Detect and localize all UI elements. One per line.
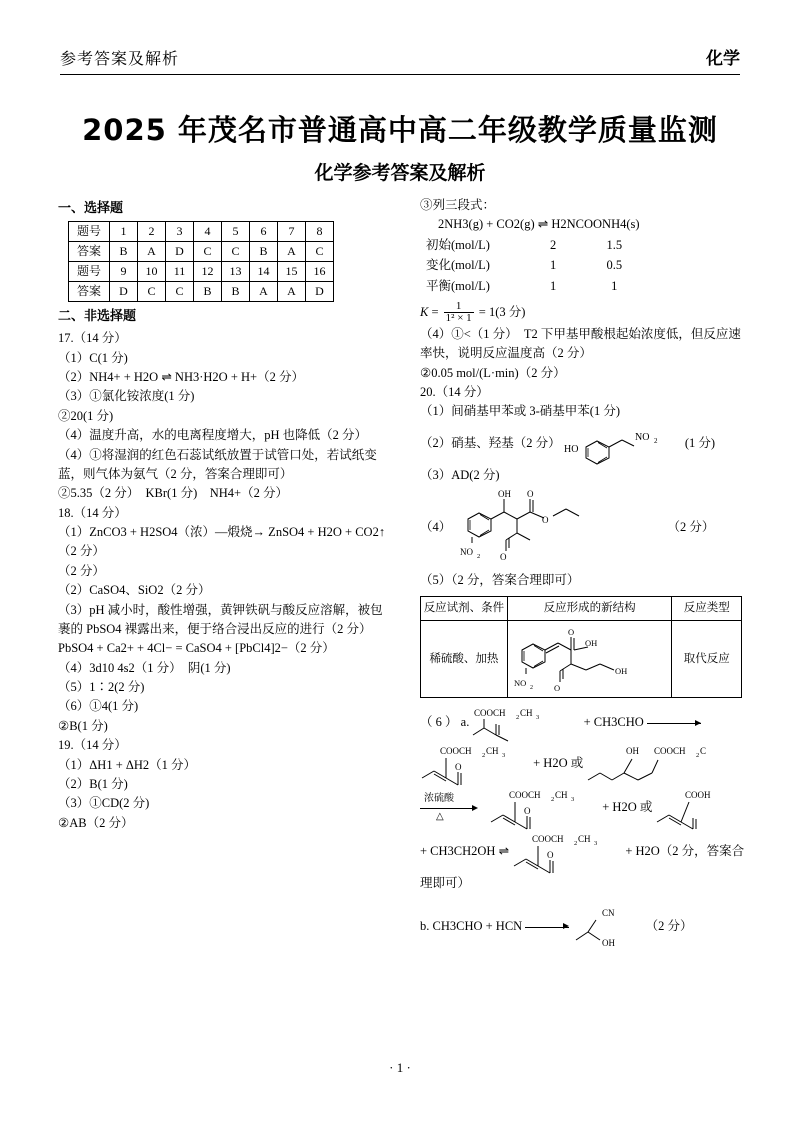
stage-value: 1	[611, 278, 618, 293]
page-subtitle: 化学参考答案及解析	[314, 162, 486, 184]
reaction-arrow-icon	[647, 717, 701, 729]
q-num: 2	[138, 222, 166, 242]
answer-line-18-1b: （2 分）	[58, 563, 105, 578]
svg-text:OH: OH	[584, 638, 597, 649]
answer-20-6-a-label: a.	[460, 715, 470, 730]
left-column	[58, 196, 388, 833]
svg-text:2: 2	[551, 796, 555, 804]
table-row	[69, 242, 334, 262]
rxn-header-structure: 反应形成的新结构	[507, 596, 672, 621]
answer-line-19-3: （3）①CD(2 分)	[58, 796, 150, 811]
svg-text:3: 3	[571, 796, 575, 804]
svg-text:O: O	[547, 850, 554, 861]
answer-line-18-6b: ②B(1 分)	[58, 718, 108, 733]
q-ans: B	[250, 242, 278, 262]
svg-text:2: 2	[516, 714, 520, 722]
q-ans: B	[222, 282, 250, 302]
answer-line-18: 18.（14 分）	[58, 505, 127, 520]
stage-label: 变化(mol/L)	[426, 258, 490, 273]
table-row	[421, 621, 742, 698]
table-row	[426, 277, 750, 296]
three-stage-title: ③列三段式：	[420, 198, 496, 212]
svg-text:HO: HO	[563, 443, 579, 455]
svg-text:COOH: COOH	[685, 790, 711, 801]
q-num: 16	[306, 262, 334, 282]
answer-line-17-3: （3）①氯化铵浓度(1 分)	[58, 389, 195, 404]
q-ans: D	[110, 282, 138, 302]
heating-arrow-icon	[420, 793, 478, 823]
svg-text:2: 2	[696, 752, 700, 760]
svg-text:CN: CN	[602, 907, 615, 918]
stage-value: 0.5	[606, 258, 623, 273]
row-label-a2: 答案	[69, 282, 110, 302]
unsaturated-acid-structure	[655, 790, 745, 814]
q-ans: A	[278, 242, 306, 262]
answer-line-20-6-ethanol	[420, 830, 750, 893]
unsaturated-ester-structure-2	[489, 790, 602, 817]
q-ans: C	[166, 282, 194, 302]
svg-text:O: O	[524, 806, 531, 817]
answer-table	[68, 221, 334, 302]
table-row	[426, 236, 750, 255]
answer-20-6-tail: + H2O（2 分，答案合理即可）	[420, 844, 745, 891]
answer-20-2-score: (1 分)	[684, 435, 716, 450]
q-num: 13	[222, 262, 250, 282]
answer-line-18-3: （3）pH 减小时，酸性增强，黄钾铁矾与酸反应溶解，被包裹的 PbSO4 裸露出来，便于络合浸出反应的进行（2 分） PbSO4 + Ca2+ + 4Cl− = CaSO4 + [PbCl4]2−（2 分）	[58, 602, 383, 656]
q-ans: C	[306, 242, 334, 262]
q-ans: A	[138, 242, 166, 262]
svg-text:NO: NO	[513, 678, 526, 689]
answer-line-17-4c: ②5.35（2 分） KBr(1 分) NH4+（2 分）	[58, 486, 288, 501]
answer-line-19-4: （4）①<（1 分） T2 下甲基甲酸根起始浓度低，但反应速率快，说明反应温度高（2 分）	[420, 326, 741, 361]
answer-line-17-1: （1）C(1 分)	[58, 350, 128, 365]
q-num: 12	[194, 262, 222, 282]
answer-20-2-text: （2）硝基、羟基（2 分）	[420, 435, 561, 450]
svg-text:O: O	[500, 552, 507, 563]
answer-20-4-label: （4）	[420, 520, 452, 535]
svg-text:2: 2	[477, 553, 481, 561]
svg-text:OH: OH	[602, 937, 616, 948]
answer-20-6-reagent: + CH3CHO	[583, 715, 644, 730]
equilibrium-equation: 2NH3(g) + CO2(g) ⇌ H2NCOONH4(s)	[438, 217, 640, 232]
row-label-q1: 题号	[69, 222, 110, 242]
answer-line-18-5: （5）1∶2(2 分)	[58, 680, 145, 695]
k-result: = 1(3 分)	[478, 304, 526, 319]
svg-text:CH: CH	[520, 708, 533, 719]
header-subject: 化学	[706, 49, 740, 69]
svg-text:O: O	[527, 489, 534, 500]
page-title: 2025 年茂名市普通高中高二年级教学质量监测	[82, 113, 718, 147]
answer-20-6-ethanol: + CH3CH2OH ⇌	[420, 844, 510, 859]
q-num: 7	[278, 222, 306, 242]
q-ans: D	[306, 282, 334, 302]
svg-text:COOCH: COOCH	[440, 746, 472, 757]
answer-line-19-3b: ②AB（2 分）	[58, 815, 134, 830]
condition-bottom: △	[436, 811, 444, 823]
q-ans: B	[110, 242, 138, 262]
k-denominator: 1² × 1	[445, 312, 472, 325]
reaction-table	[420, 596, 742, 699]
answer-line-20-6-products	[420, 742, 750, 786]
answer-line-20-6-b	[420, 904, 750, 950]
svg-text:OH: OH	[498, 489, 512, 500]
svg-text:2: 2	[653, 436, 658, 445]
right-column	[420, 196, 750, 950]
svg-text:NO: NO	[634, 431, 650, 443]
rxn-cell-reagent: 稀硫酸、加热	[421, 621, 508, 698]
unsaturated-ester-structure-3	[512, 834, 625, 861]
q-num: 4	[194, 222, 222, 242]
answer-line-20-3: （3）AD(2 分)	[420, 467, 500, 482]
answer-line-20-1: （1）间硝基甲苯或 3-硝基甲苯(1 分)	[420, 404, 620, 419]
table-row	[69, 262, 334, 282]
page-number: · 1 ·	[389, 1060, 411, 1075]
answer-line-18-1: （1）ZnCO3 + H2SO4（浓）—煅烧→ ZnSO4 + H2O + CO2↑（2 分）	[58, 525, 386, 559]
q-ans: A	[278, 282, 306, 302]
q-num: 15	[278, 262, 306, 282]
q-ans: C	[194, 242, 222, 262]
svg-text:COOCH: COOCH	[654, 746, 686, 757]
q-num: 3	[166, 222, 194, 242]
svg-text:CH: CH	[578, 834, 591, 845]
answer-line-20-5: （5）（2 分，答案合理即可）	[420, 573, 580, 588]
row-label-a1: 答案	[69, 242, 110, 262]
row-label-q2: 题号	[69, 262, 110, 282]
q-num: 8	[306, 222, 334, 242]
svg-text:O: O	[553, 683, 560, 694]
q-num: 6	[250, 222, 278, 242]
k-expression: K = $\frac{1}{\text{1² × 1}}$ = 1(3 分)	[420, 299, 526, 325]
hydroxy-ester-structure	[586, 746, 712, 770]
q-num: 1	[110, 222, 138, 242]
svg-text:COOCH: COOCH	[509, 790, 541, 801]
svg-text:CH: CH	[486, 746, 499, 757]
q-ans: D	[166, 242, 194, 262]
rxn-header-type: 反应类型	[672, 596, 742, 621]
ester-structure	[454, 489, 667, 563]
q-ans: A	[250, 282, 278, 302]
stage-label: 初始(mol/L)	[426, 237, 490, 252]
answer-line-19-2: （2）B(1 分)	[58, 776, 128, 791]
q-num: 5	[222, 222, 250, 242]
answer-line-19-1: （1）ΔH1 + ΔH2（1 分）	[58, 757, 197, 772]
rxn-cell-type: 取代反应	[672, 621, 742, 698]
stage-value: 1	[550, 278, 557, 293]
answer-line-20-6	[420, 704, 750, 742]
acetoacetate-structure	[472, 708, 583, 729]
svg-text:CH: CH	[555, 790, 568, 801]
stage-value: 1	[550, 258, 557, 273]
q-ans: B	[194, 282, 222, 302]
stage-label: 平衡(mol/L)	[426, 278, 490, 293]
stage-value: 1.5	[606, 237, 623, 252]
svg-text:NO: NO	[460, 547, 474, 558]
q-ans: C	[138, 282, 166, 302]
answer-line-17-3b: ②20(1 分)	[58, 408, 114, 423]
answer-line-20-6-cond	[420, 786, 750, 830]
q-num: 14	[250, 262, 278, 282]
unsaturated-ester-structure-1	[420, 746, 533, 773]
answer-line-17: 17.（14 分）	[58, 331, 127, 346]
reaction-arrow-b-icon	[525, 921, 569, 933]
answer-line-19-4b: ②0.05 mol/(L·min)（2 分）	[420, 365, 566, 380]
answer-line-17-4: （4）温度升高，水的电离程度增大，pH 也降低（2 分）	[58, 428, 368, 443]
section-choice-title: 一、选择题	[58, 200, 124, 215]
q-num: 11	[166, 262, 194, 282]
k-symbol: K	[420, 304, 429, 319]
table-row	[426, 256, 750, 275]
header-rule	[60, 74, 740, 75]
answer-20-6-plus-water: + H2O 或	[602, 800, 653, 815]
cyanohydrin-structure	[572, 907, 645, 948]
page-header	[60, 44, 740, 69]
answer-20-6-b-score: （2 分）	[645, 918, 693, 933]
stage-value: 2	[550, 237, 557, 252]
k-numerator: 1	[444, 301, 474, 314]
rxn-cell-structure	[507, 621, 672, 698]
svg-text:O: O	[455, 762, 462, 773]
answer-20-6-label: （ 6 ）	[420, 715, 458, 730]
three-stage-table	[426, 236, 750, 296]
k-fraction	[444, 301, 474, 325]
q-ans: C	[222, 242, 250, 262]
section-nonchoice-title: 二、非选择题	[58, 308, 137, 324]
rxn-header-reagent: 反应试剂、条件	[421, 596, 508, 621]
nitrobenzyl-alcohol-structure	[563, 431, 685, 455]
svg-text:2: 2	[574, 840, 578, 848]
answer-line-20-2	[420, 422, 750, 466]
svg-text:3: 3	[502, 752, 506, 760]
answer-line-18-4: （4）3d10 4s2（1 分） 阴(1 分)	[58, 660, 231, 675]
answer-line-18-6: （6）①4(1 分)	[58, 699, 139, 714]
condition-top: 浓硫酸	[424, 793, 454, 805]
q-num: 9	[110, 262, 138, 282]
svg-text:COOCH: COOCH	[532, 834, 564, 845]
q-num: 10	[138, 262, 166, 282]
svg-text:COOCH: COOCH	[474, 708, 506, 719]
svg-text:C: C	[700, 746, 707, 757]
table-row	[421, 596, 742, 621]
svg-text:3: 3	[536, 714, 540, 722]
answer-20-6-b-text: b. CH3CHO + HCN	[420, 918, 523, 933]
answer-line-17-2: （2）NH4+ + H2O ⇌ NH3·H2O + H+（2 分）	[58, 370, 304, 385]
answer-line-20-4	[420, 485, 750, 571]
svg-text:2: 2	[529, 685, 533, 692]
header-left-text: 参考答案及解析	[60, 49, 180, 68]
svg-text:O: O	[542, 515, 549, 526]
svg-text:2: 2	[482, 752, 486, 760]
svg-text:OH: OH	[614, 666, 627, 677]
svg-text:OH: OH	[626, 746, 640, 757]
answer-line-17-4b: （4）①将湿润的红色石蕊试纸放置于试管口处，若试纸变蓝，则气体为氨气（2 分，答案合理即可）	[58, 447, 377, 481]
answer-line-20: 20.（14 分）	[420, 385, 489, 400]
svg-text:3: 3	[594, 840, 598, 848]
table-row	[69, 222, 334, 242]
svg-text:O: O	[567, 627, 574, 638]
answer-line-19: 19.（14 分）	[58, 738, 127, 753]
answer-20-4-score: （2 分）	[667, 520, 715, 535]
answer-line-18-2: （2）CaSO4、SiO2（2 分）	[58, 583, 211, 598]
table-row	[69, 282, 334, 302]
answer-20-6-or: + H2O 或	[533, 756, 584, 771]
